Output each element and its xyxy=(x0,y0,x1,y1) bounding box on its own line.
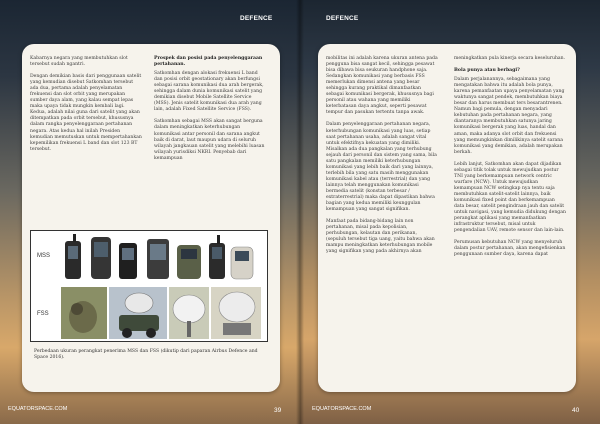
section-heading: Bola punya atau berbagi? xyxy=(454,68,520,74)
fss-antennas-image xyxy=(61,287,261,339)
spread-spine xyxy=(296,0,304,424)
footer-site[interactable]: EQUATORSPACE.COM xyxy=(312,406,372,412)
paragraph: Lebih lanjut, Satkomhan akan dapat dijadikan sebagai titik tolak untuk mewujudkan postur TNI yang berkemampuan network centric warfare (NCW). Untuk mewujudkan kemampuan NCW setingkap nya tentu saja membutuhkan satelit-satelit lainnya, baik komunikasi fixed point dan berkemampuan data besar, satelit pengindraan jauh dan satelit untuk navigasi, yang kemudia didukung dengan perangkat aplikasi yang memanfaatkan infrastruktur tersebut, misal untuk pengendalian UAV, remote sensor dan lain-lain. xyxy=(454,161,566,234)
paragraph: Satkomhan sebagai MSS akan sangat berguna dalam meningkatkan keterhubungan komunikasi antar personil dan sarana angkut baik di darat, laut maupun udara di seluruh wilayah jangkauan satelit yang melebihi luasan wilayah yurisdiksi NKRI. Penyebab dari kemampuan xyxy=(154,119,265,161)
page-number: 39 xyxy=(274,407,282,414)
article-column-1 xyxy=(326,56,438,261)
fss-label: FSS xyxy=(37,311,49,317)
article-column-2 xyxy=(454,56,566,264)
paragraph: meningkatkan pula kinerja secara keseluruhan. xyxy=(454,56,566,61)
paragraph: Dalam penyelenggaraan pertahanan negara, keterhubungan komunikasi yang luas, setiap saat pertahanan usaha, adalah sangat vital untuk efektifnya kekuatan yang dimiliki. Misalkan ada dua pangkalan yang terhubung sejauh dari personil dan sistem yang sama, bila satu pangkalan memiliki keterhubungan komunikasi yang lebih baik dari yang lainnya, terlebih bila yang satu masih menggunakan komunikasi kabel atau (terrestrial) dan yang lainnya telah menggunakan komunikasi bermedia satelit (konstan terbesar / extraterrestrial) maka dapat dipastikan bahwa bagian yang kedua memiliki keunggulan kemampuan yang sangat signifikan. xyxy=(326,122,437,213)
paragraph: Manfaat pada bidang-bidang lain non pertahanan, misal pada kepolisian, perhubungan, kelautan dan perikanan, (sepuluh tersebut tiga uang, yaitu bahwa akan mampu meningkatkan keterhubungan mobile yang signifikan yang pada akhirnya akan xyxy=(326,219,435,255)
paragraph: Kabarnya negara yang membutuhkan slot tersebut sudah ngantri. xyxy=(30,56,128,68)
comparison-figure xyxy=(30,230,268,342)
article-column-2 xyxy=(154,56,266,168)
mss-devices-image xyxy=(61,233,261,283)
figure-caption: Perbedaan ukuran perangkat penerima MSS dan FSS (dikutip dari paparan Airbus Defence and Space 2016). xyxy=(34,348,258,360)
article-column-1 xyxy=(30,56,142,159)
paragraph: Perumusan kebutuhan NCW yang menyeluruh dalam postur pertahanan, akan mengefisienkan penggunaan sumber daya, karena dapat xyxy=(454,240,566,258)
paragraph: Satkomhan dengan alokasi frekuensi L band dan posisi orbit geostationary akan berfungsi sebagai sarana komunikasi dua arah bergerak, sehingga dalam dunia komunikasi satelit yang demikian disebut Mobile Satellite Service (MSS). Jenis satelit komunikasi dua arah yang lain, adalah Fixed Satellite Service (FSS). xyxy=(154,71,264,113)
article-card xyxy=(318,44,576,392)
section-label: DEFENCE xyxy=(326,15,359,22)
paragraph: Dalam perjalanannya, sebagaimana yang mengatakan bahwa itu adalah bola punya, karena pemanfaatan upaya penyelamatan yang waktunya sangat pendek, membutuhkan biaya besar dan harus membuat ters besarantrenen. Namun bagi pemula, dengan menyadari kebutuhan pada pertahanan negara, yang diantaranya membutuhkan satunya jaring komunikasi bergerak yang luas, handal dan aman, maka adanya slot orbit dan frekuensi yang memungkinkan dimilikinya satelit sarana komunikasi yang demikian, adalah merupakan berkah. xyxy=(454,77,565,155)
mss-label: MSS xyxy=(37,253,51,259)
section-heading: Prospek dan posisi pada penyelenggaraan pertahanan. xyxy=(154,56,263,68)
section-label: DEFENCE xyxy=(240,15,273,22)
footer-site[interactable]: EQUATORSPACE.COM xyxy=(8,406,68,412)
page-number: 40 xyxy=(572,407,580,414)
right-page xyxy=(300,0,600,424)
paragraph: mobilitas ini adalah karena ukuran antena pada pengguna bisa sangat kecil, sehingga pesawat bisa dibawa bisa seukuran handphone saja. Sedangkan komunikasi yang berbasis FSS memerlukan dimensi antena yang besar sehingga kurang praktikal dimanfaatkan sebagai komunikasi bergerak, khususnya bagi personil atau wahana yang memiliki keterbatasan daya angkut, seperti pesawat tempur dan pasukan tertentu tanpa awak. xyxy=(326,56,438,116)
paragraph: Dengan demikian basis dari penggunaan satelit yang kemudian disebut Satkomhan tersebut ada dua, pertama adalah penyelamatan frekuensi dan slot orbit yang merupakan sumber daya alam, yang kalau sempat lepas maka upaya tidak mungkin kembali lagi. Kedua, adalah nilai guna dari satelit yang akan ditempatkan pada orbit tersebut, khususnya dalam rangka penyelenggaraan pertahanan negara. Atas kedua hal inilah Presiden kemudian memutuskan untuk mempertahankan kepemilikan frekuensi L band dan slot 123 BT tersebut. xyxy=(30,74,142,152)
article-card xyxy=(22,44,280,392)
